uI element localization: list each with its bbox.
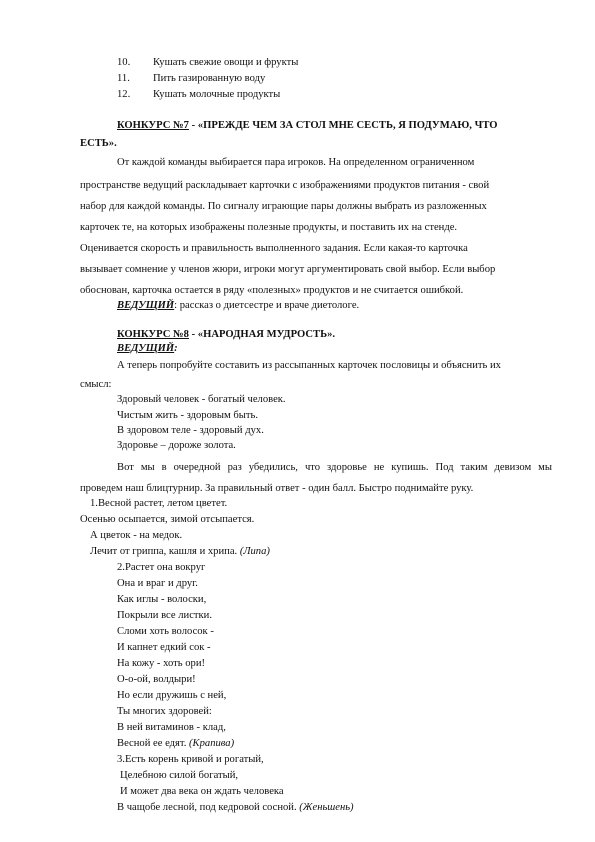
riddle-line: А цветок - на медок. <box>90 530 183 541</box>
riddle-line: Сломи хоть волосок - <box>117 626 214 637</box>
host-label: ВЕДУЩИЙ <box>117 343 175 354</box>
riddle-line <box>117 801 354 814</box>
contest-7-heading-continuation: ЕСТЬ». <box>80 138 117 149</box>
paragraph-line: набор для каждой команды. По сигналу играющие пары должны выбрать из разложенных <box>80 201 487 212</box>
paragraph-line: От каждой команды выбирается пара игроков. На определенном ограниченном <box>117 157 475 168</box>
list-item-text: Кушать молочные продукты <box>153 89 281 100</box>
paragraph-line: вызывает сомнение у членов жюри, игроки могут аргументировать свой выбор. Если выбор <box>80 264 496 275</box>
proverb: Чистым жить - здоровым быть. <box>117 410 258 421</box>
contest-8-heading-title: - «НАРОДНАЯ МУДРОСТЬ». <box>188 329 336 340</box>
list-item-number: 12. <box>117 89 131 100</box>
riddle-line: О-о-ой, волдыри! <box>117 674 196 685</box>
riddle-answer: (Крапива) <box>189 738 235 749</box>
riddle-line: Покрыли все листки. <box>117 610 212 621</box>
riddle-line: На кожу - хоть ори! <box>117 658 206 669</box>
riddle-line: В ней витаминов - клад, <box>117 722 226 733</box>
proverb: Здоровый человек - богатый человек. <box>117 394 286 405</box>
list-item-text: Кушать свежие овощи и фрукты <box>153 57 299 68</box>
paragraph-line: обоснован, карточка остается в ряду «полезных» продуктов и не считается ошибкой. <box>80 285 464 296</box>
host-label-colon: : <box>174 343 178 354</box>
proverb: Здоровье – дороже золота. <box>117 440 236 451</box>
contest-8-heading-number: КОНКУРС №8 <box>117 329 189 340</box>
riddle-line: Она и враг и друг. <box>117 578 198 589</box>
paragraph-line: Оценивается скорость и правильность выполненного задания. Если какая-то карточка <box>80 243 468 254</box>
paragraph-line: проведем наш блицтурнир. За правильный ответ - один балл. Быстро поднимайте руку. <box>80 483 474 494</box>
list-item <box>117 72 265 85</box>
host-label: ВЕДУЩИЙ <box>117 300 175 311</box>
list-item <box>117 56 298 69</box>
paragraph-line: Вот мы в очередной раз убедились, что здоровье не купишь. Под таким девизом мы <box>117 462 552 473</box>
paragraph-line: карточек те, на которых изображены полезные продукты, и поставить их на стенде. <box>80 222 458 233</box>
riddle-line: И может два века он ждать человека <box>120 786 284 797</box>
list-item-number: 11. <box>117 73 130 84</box>
riddle-text: Весной ее едят. <box>117 738 190 749</box>
riddle-line: Ты многих здоровей: <box>117 706 212 717</box>
riddle-line: Осенью осыпается, зимой отсыпается. <box>80 514 255 525</box>
contest-7-heading <box>117 119 498 132</box>
riddle-line: Как иглы - волоски, <box>117 594 207 605</box>
riddle-line <box>90 545 270 558</box>
riddle-line: 1.Весной растет, летом цветет. <box>90 498 228 509</box>
riddle-answer: (Женьшень) <box>299 802 354 813</box>
riddle-line: Но если дружишь с ней, <box>117 690 227 701</box>
riddle-line: 3.Есть корень кривой и рогатый, <box>117 754 264 765</box>
contest-7-heading-title: - «ПРЕЖДЕ ЧЕМ ЗА СТОЛ МНЕ СЕСТЬ, Я ПОДУМАЮ, ЧТО <box>188 120 498 131</box>
list-item <box>117 88 280 101</box>
riddle-line: И капнет едкий сок - <box>117 642 211 653</box>
list-item-number: 10. <box>117 57 131 68</box>
paragraph-line: А теперь попробуйте составить из рассыпанных карточек пословицы и объяснить их <box>117 360 501 371</box>
riddle-line: Целебною силой богатый, <box>120 770 239 781</box>
contest-7-heading-number: КОНКУРС №7 <box>117 120 189 131</box>
host-note <box>117 342 178 355</box>
host-note-text: : рассказ о диетсестре и враче диетологе. <box>174 300 360 311</box>
riddle-text: Лечит от гриппа, кашля и хрипа. <box>90 546 240 557</box>
riddle-text: В чащобе лесной, под кедровой сосной. <box>117 802 300 813</box>
riddle-answer: (Липа) <box>239 546 270 557</box>
host-note <box>117 299 359 312</box>
contest-8-heading <box>117 328 335 341</box>
paragraph-line: пространстве ведущий раскладывает карточки с изображениями продуктов питания - свой <box>80 180 490 191</box>
riddle-line <box>117 737 234 750</box>
paragraph-line: смысл: <box>80 379 112 390</box>
proverb: В здоровом теле - здоровый дух. <box>117 425 264 436</box>
riddle-line: 2.Растет она вокруг <box>117 562 206 573</box>
list-item-text: Пить газированную воду <box>153 73 266 84</box>
